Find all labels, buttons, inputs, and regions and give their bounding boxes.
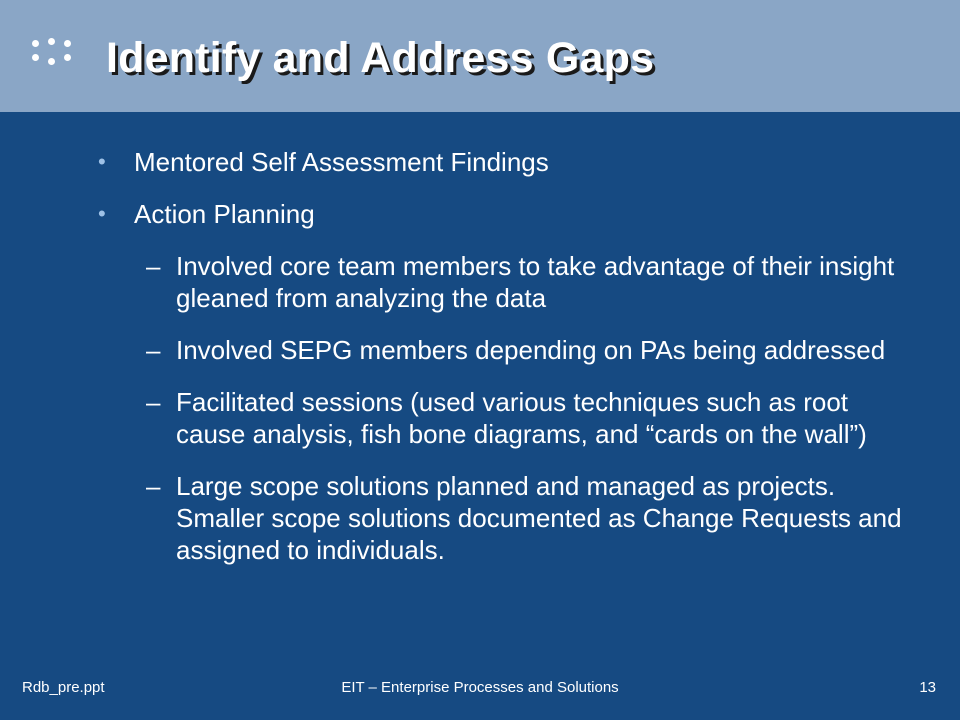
bullet-text: Mentored Self Assessment Findings bbox=[134, 147, 549, 177]
slide-number: 13 bbox=[919, 679, 936, 696]
bullet-item bbox=[98, 198, 918, 230]
footer-title: EIT – Enterprise Processes and Solutions bbox=[341, 679, 619, 696]
dash-marker: – bbox=[146, 251, 161, 281]
dash-marker: – bbox=[146, 471, 161, 501]
sub-bullet-text: Facilitated sessions (used various techniques such as root cause analysis, fish bone diagrams, and “cards on the wall”) bbox=[176, 387, 867, 449]
slide-title: Identify and Address Gaps bbox=[106, 34, 655, 82]
dash-marker: – bbox=[146, 335, 161, 365]
bullet-marker: • bbox=[98, 149, 106, 174]
bullet-text: Action Planning bbox=[134, 199, 315, 229]
sub-bullet-item bbox=[98, 250, 918, 314]
footer-filename: Rdb_pre.ppt bbox=[22, 679, 105, 696]
sub-bullet-text: Involved core team members to take advantage of their insight gleaned from analyzing the data bbox=[176, 251, 895, 313]
sub-bullet-text: Large scope solutions planned and managed as projects. Smaller scope solutions documented as Change Requests and assigned to individuals. bbox=[176, 471, 902, 565]
title-band bbox=[0, 0, 960, 112]
slide-body bbox=[98, 146, 918, 586]
bullet-item bbox=[98, 146, 918, 178]
sub-bullet-item bbox=[98, 470, 918, 566]
sub-bullet-text: Involved SEPG members depending on PAs being addressed bbox=[176, 335, 886, 365]
slide-footer bbox=[0, 678, 960, 720]
dash-marker: – bbox=[146, 387, 161, 417]
dots-logo-icon bbox=[30, 38, 78, 74]
sub-bullet-item bbox=[98, 386, 918, 450]
bullet-marker: • bbox=[98, 201, 106, 226]
sub-bullet-item bbox=[98, 334, 918, 366]
